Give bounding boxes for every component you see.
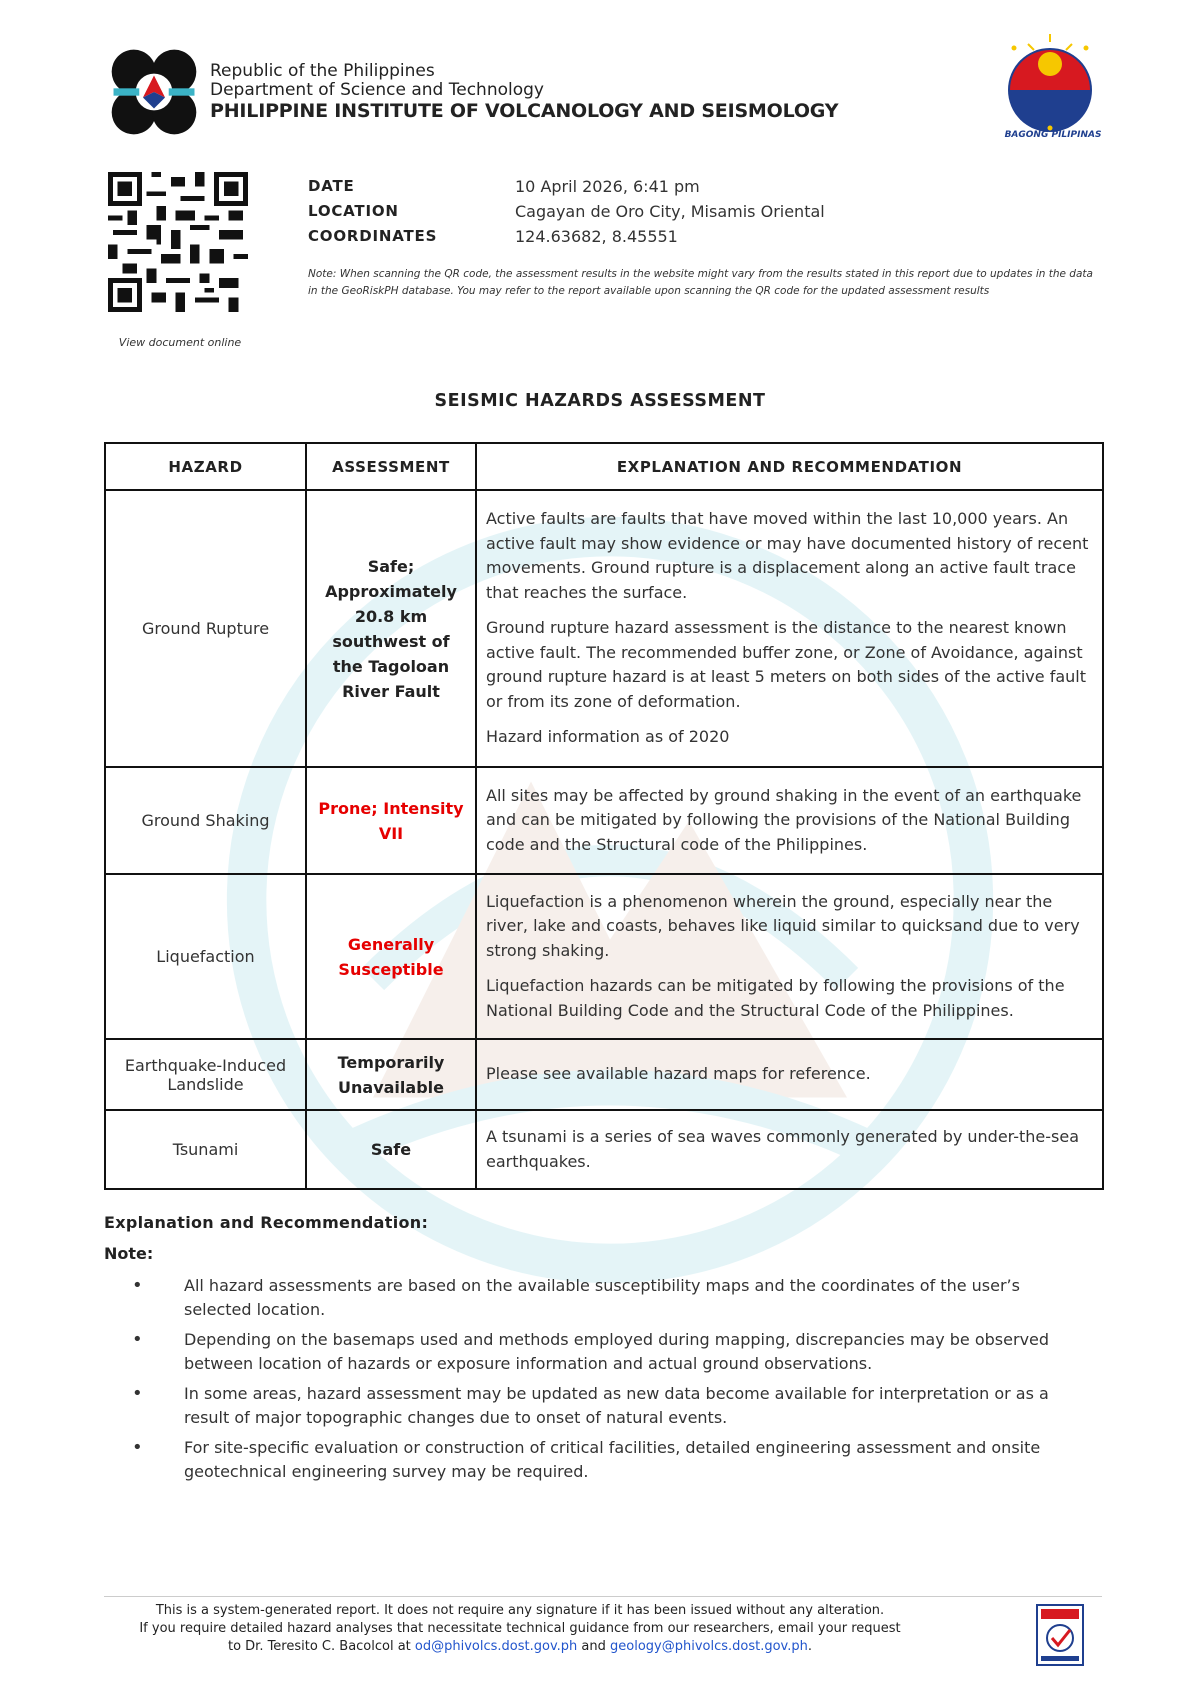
explanation-cell [476,490,1103,767]
date-value: 10 April 2026, 6:41 pm [515,177,700,196]
table-row [105,767,1103,874]
hazard-cell: Earthquake-Induced Landslide [105,1039,306,1110]
explanation-paragraph: Hazard information as of 2020 [486,727,730,747]
list-item: • In some areas, hazard assessment may be updated as new data become available for interpretation or as a result of major topographic changes due to onset of natural events. [104,1382,1084,1430]
email-link-od[interactable]: od@phivolcs.dost.gov.ph [414,1639,578,1654]
header-department: Department of Science and Technology [210,80,544,100]
note-heading: Note: [104,1244,154,1263]
explanation-paragraph: A tsunami is a series of sea waves commonly generated by under-the-sea earthquakes. [486,1127,1080,1171]
hazard-cell: Tsunami [105,1110,306,1189]
dost-phivolcs-logo [108,46,200,138]
footer-line-2: If you require detailed hazard analyses that necessitate technical guidance from our researchers, email your request [139,1621,901,1636]
header-hazard: HAZARD [105,443,306,490]
header-republic: Republic of the Philippines [210,61,435,81]
header-explanation: EXPLANATION AND RECOMMENDATION [476,443,1103,490]
explanation-cell [476,874,1103,1039]
table-row [105,874,1103,1039]
list-item: • Depending on the basemaps used and methods employed during mapping, discrepancies may be observed between location of hazards or exposure information and actual ground observations. [104,1328,1084,1376]
table-row [105,1039,1103,1110]
explanation-cell [476,1110,1103,1189]
hazard-table [104,442,1104,1190]
assessment-cell: Safe [306,1110,476,1189]
hazard-cell: Ground Shaking [105,767,306,874]
email-link-geology[interactable]: geology@phivolcs.dost.gov.ph [610,1639,808,1654]
assessment-cell: Temporarily Unavailable [306,1039,476,1110]
coordinates-value: 124.63682, 8.45551 [515,227,678,246]
qr-caption: View document online [118,336,242,349]
date-label: DATE [308,177,355,195]
explanation-paragraph: Liquefaction hazards can be mitigated by following the provisions of the National Building Code and the Structural Code of the Philippines. [486,976,1065,1020]
header-assessment: ASSESSMENT [306,443,476,490]
bagong-pilipinas-logo [990,30,1110,142]
notes-list [104,1274,1084,1490]
footer-divider [104,1596,1102,1597]
explanation-paragraph: Ground rupture hazard assessment is the distance to the nearest known active fault. The recommended buffer zone, or Zone of Avoidance, against ground rupture hazard is at least 5 meters on both sides of the active fault or from its zone of deformation. [486,618,1086,711]
footer-line-1: This is a system-generated report. It does not require any signature if it has been issued without any alteration. [155,1603,885,1618]
explanation-cell [476,1039,1103,1110]
list-item: • All hazard assessments are based on the available susceptibility maps and the coordinates of the user’s selected location. [104,1274,1084,1322]
table-row [105,490,1103,767]
bagong-pilipinas-caption: BAGONG PILIPINAS [1004,130,1102,140]
assessment-cell: Safe; Approximately 20.8 km southwest of the Tagoloan River Fault [306,490,476,767]
qr-code-icon[interactable] [108,172,248,312]
table-header-row [105,443,1103,490]
certification-badge-icon [1036,1604,1084,1666]
assessment-cell: Prone; Intensity VII [306,767,476,874]
header-institute: PHILIPPINE INSTITUTE OF VOLCANOLOGY AND SEISMOLOGY [210,100,839,122]
location-label: LOCATION [308,202,399,220]
footer-line-3 [100,1639,940,1654]
report-title: SEISMIC HAZARDS ASSESSMENT [434,391,766,411]
explanation-paragraph: Liquefaction is a phenomenon wherein the ground, especially near the river, lake and coasts, behaves like liquid similar to quicksand due to very strong shaking. [486,891,1080,960]
location-value: Cagayan de Oro City, Misamis Oriental [515,202,825,221]
assessment-cell: Generally Susceptible [306,874,476,1039]
coordinates-label: COORDINATES [308,227,438,245]
footer-line-3-prefix: to Dr. Teresito C. Bacolcol at [227,1639,411,1654]
table-row [105,1110,1103,1189]
qr-note: Note: When scanning the QR code, the assessment results in the website might vary from the results stated in this report due to updates in the data in the GeoRiskPH database. You may refer to the report available upon scanning the QR code for the updated assessment results [308,268,1093,297]
explanation-cell [476,767,1103,874]
explanation-paragraph: Active faults are faults that have moved within the last 10,000 years. An active fault may show evidence or may have documented history of recent movements. Ground rupture is a displacement along an active fault trace that reaches the surface. [486,509,1089,602]
list-item: • For site-specific evaluation or construction of critical facilities, detailed engineering assessment and onsite geotechnical engineering survey may be required. [104,1436,1084,1484]
explanation-heading: Explanation and Recommendation: [104,1213,429,1232]
footer-line-3-suffix: . [807,1639,813,1654]
hazard-cell: Liquefaction [105,874,306,1039]
explanation-paragraph: Please see available hazard maps for reference. [486,1064,871,1084]
footer-line-3-and: and [581,1639,606,1654]
hazard-cell: Ground Rupture [105,490,306,767]
explanation-paragraph: All sites may be affected by ground shaking in the event of an earthquake and can be mitigated by following the provisions of the National Building code and the Structural code of the Philippines. [486,785,1082,854]
